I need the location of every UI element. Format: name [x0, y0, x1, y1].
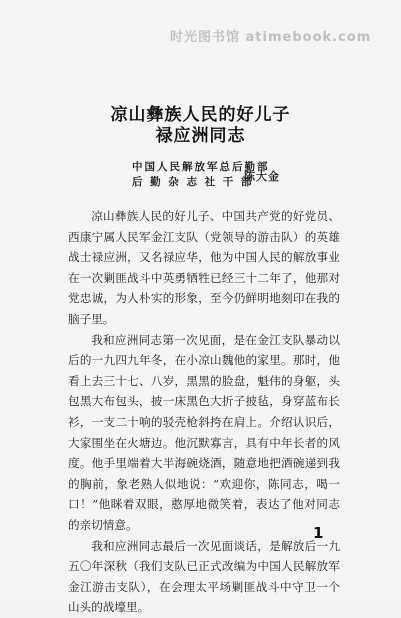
paragraph: 凉山彝族人民的好儿子、中国共产党的好党员、西康宁属人民军金江支队（党领导的游击队）的英雄战士禄应洲，又名禄应华，他为中国人民的解放事业在一次剿匪战斗中英勇牺牲已经三十二年了，他那对党忠诚，为人朴实的形象，至今仍鲜明地刻印在我的脑子里。: [68, 209, 340, 326]
paragraph: 我和应洲同志最后一次见面谈话，是解放后一九五〇年深秋（我们支队已正式改编为中国人民解放军金江游击支队），在会理太平场剿匪战斗中守卫一个山头的战壕里。: [68, 538, 340, 615]
article-title-line2: 禄应洲同志: [155, 126, 246, 146]
byline-author: 陈大金: [244, 170, 280, 183]
article-body: [68, 206, 340, 618]
byline-org-line2: 后 勤 杂 志 社 干 部: [132, 176, 254, 188]
watermark: 时光图书馆 atimebook.com: [170, 30, 372, 45]
paragraph: 我和应洲同志第一次见面，是在金江支队暴动以后的一九四九年冬，在小凉山魏他的家里。那时，他看上去三十七、八岁，黑黑的脸盘，魁伟的身躯，头包黑大布包头，披一床黑色大折子披毡，身穿蓝布长衫，一支二十响的驳壳枪斜挎在肩上。介绍认识后，大家围坐在火塘边。他沉默寡言，具有中年长者的风度。他手里端着大半海碗烧酒，随意地把酒碗递到我的胸前，象老熟人似地说：“欢迎你，陈同志，喝一口！”他眯着双眼，憨厚地微笑着，表达了他对同志的亲切情意。: [68, 332, 340, 532]
article-title-line1: 凉山彝族人民的好儿子: [110, 105, 291, 125]
byline-org-line1: 中国人民解放军总后勤部: [132, 161, 270, 173]
page-number: 1: [313, 524, 324, 542]
byline: [132, 160, 332, 190]
